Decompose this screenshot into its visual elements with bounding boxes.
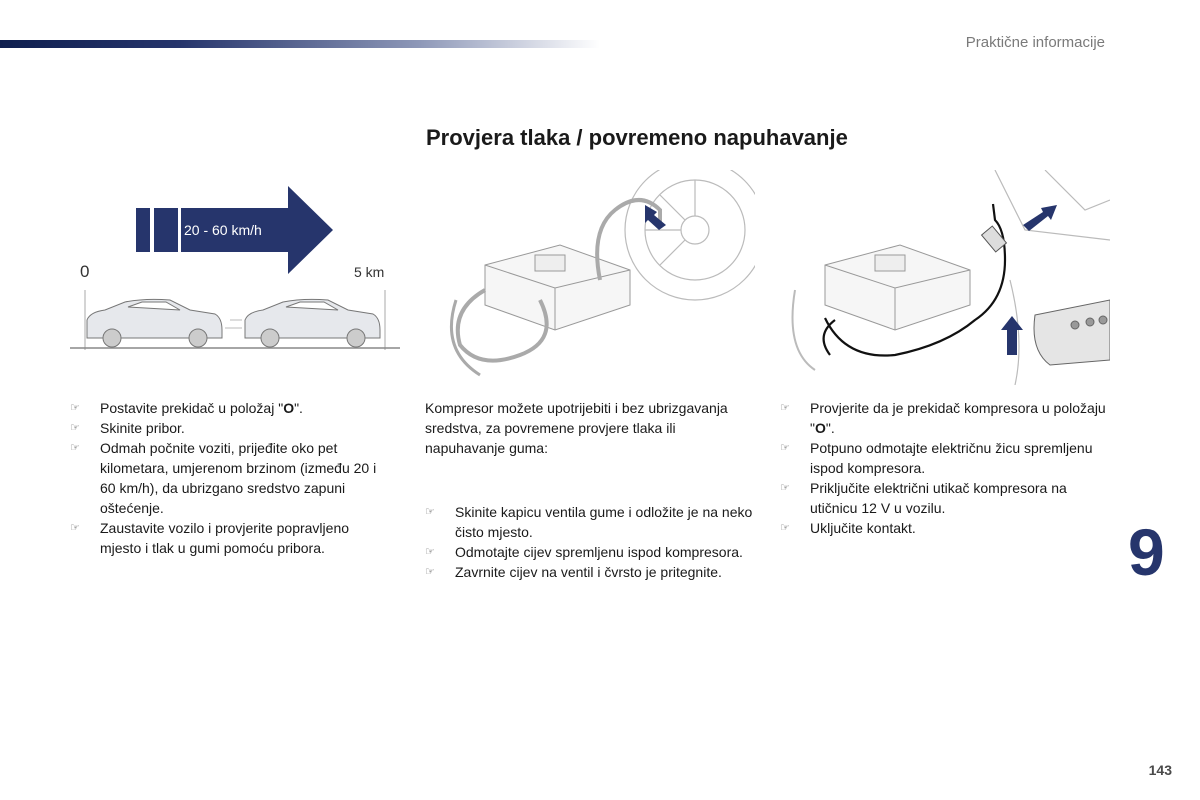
car-moving-icon: [225, 299, 380, 347]
socket-arrow-icon: [1023, 205, 1057, 231]
compressor-icon: [825, 245, 970, 330]
chapter-number: 9: [1128, 515, 1165, 589]
bullet-marker-icon: ☞: [780, 442, 790, 454]
start-distance-label: 0: [80, 262, 90, 281]
steps-list-1: [70, 398, 390, 558]
list-item: ☞ Skinite kapicu ventila gume i odložite je na neko čisto mjesto.: [425, 504, 753, 540]
instructions-column-2: [425, 398, 755, 582]
list-item: ☞ Odmah počnite voziti, prijeđite oko pet kilometara, umjerenom brzinom (između 20 i 60 km/h), da ubrizgano sredstvo zapuni oštećenje.: [70, 440, 377, 516]
page-title: Provjera tlaka / povremeno napuhavanje: [426, 125, 848, 150]
steps-list-3: [780, 398, 1110, 538]
instructions-column-1: [70, 398, 390, 558]
end-distance-label: 5 km: [354, 264, 385, 280]
bullet-marker-icon: ☞: [425, 566, 435, 578]
bullet-marker-icon: ☞: [780, 402, 790, 414]
valve-arrow-icon: [645, 205, 666, 230]
speed-label: 20 - 60 km/h: [184, 222, 262, 238]
steps-list-2: [425, 502, 755, 582]
list-item: ☞ Priključite električni utikač kompresora na utičnicu 12 V u vozilu.: [780, 480, 1067, 516]
bullet-marker-icon: ☞: [425, 546, 435, 558]
page-number: 143: [1148, 762, 1172, 778]
compressor-socket-illustration: [785, 170, 1110, 385]
speed-illustration: [70, 180, 400, 355]
bullet-marker-icon: ☞: [70, 422, 80, 434]
bullet-marker-icon: ☞: [70, 402, 80, 414]
car-start-icon: [87, 299, 222, 347]
instructions-column-3: [780, 398, 1110, 538]
intro-paragraph: Kompresor možete upotrijebiti i bez ubrizgavanja sredstva, za povremene provjere tlaka ili napuhavanje guma:: [425, 400, 728, 456]
bullet-marker-icon: ☞: [780, 482, 790, 494]
bullet-marker-icon: ☞: [70, 442, 80, 454]
wheel-icon: [625, 170, 755, 300]
power-plug-icon: [982, 226, 1007, 252]
bullet-marker-icon: ☞: [70, 522, 80, 534]
compressor-hose-illustration: [440, 170, 755, 385]
list-item: ☞ Zaustavite vozilo i provjerite popravljeno mjesto i tlak u gumi pomoću pribora.: [70, 520, 350, 556]
list-item: ☞ Zavrnite cijev na ventil i čvrsto je pritegnite.: [425, 564, 722, 580]
header-color-band: [0, 40, 600, 48]
bullet-marker-icon: ☞: [425, 506, 435, 518]
list-item: ☞ Uključite kontakt.: [780, 520, 916, 536]
ignition-key-icon: [1034, 300, 1110, 365]
compressor-icon: [485, 245, 630, 330]
list-item: ☞ Potpuno odmotajte električnu žicu spremljenu ispod kompresora.: [780, 440, 1093, 476]
key-arrow-icon: [1001, 316, 1023, 355]
list-item: ☞ Odmotajte cijev spremljenu ispod kompresora.: [425, 544, 743, 560]
list-item: ☞ Provjerite da je prekidač kompresora u položaju "O".: [780, 400, 1106, 436]
bullet-marker-icon: ☞: [780, 522, 790, 534]
list-item: ☞ Postavite prekidač u položaj "O".: [70, 400, 303, 416]
section-label: Praktične informacije: [965, 34, 1105, 51]
list-item: ☞ Skinite pribor.: [70, 420, 185, 436]
